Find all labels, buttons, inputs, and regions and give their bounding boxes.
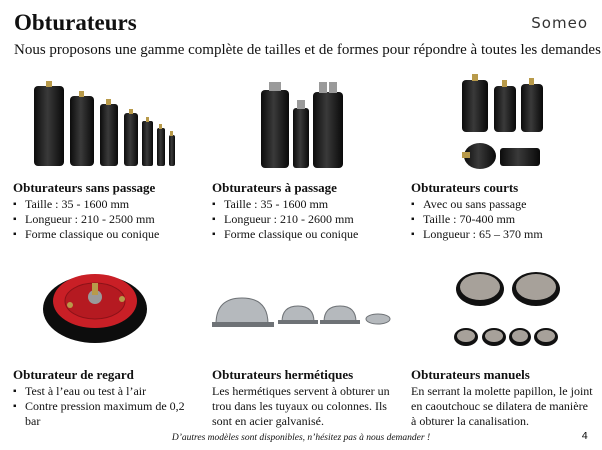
card-a-passage — [212, 180, 402, 242]
card-regard-bullet: ▪ Test à l’eau ou test à l’air — [13, 384, 198, 399]
a-passage-image — [257, 78, 347, 170]
card-regard-bullet: ▪ Contre pression maximum de 0,2 bar — [13, 399, 198, 429]
manuels-image — [452, 265, 564, 355]
card-sans-passage-title: Obturateurs sans passage — [13, 180, 156, 195]
regard-image — [40, 265, 150, 345]
brand-logo: Someo — [531, 14, 588, 32]
card-sans-passage-bullet: ▪ Longueur : 210 - 2500 mm — [13, 212, 203, 227]
card-a-passage-bullet: ▪ Longueur : 210 - 2600 mm — [212, 212, 402, 227]
footer-note: D’autres modèles sont disponibles, n’hésitez pas à nous demander ! — [171, 433, 431, 443]
sans-passage-image — [30, 80, 180, 168]
page-title: Obturateurs — [14, 10, 137, 35]
card-sans-passage — [13, 180, 203, 242]
card-courts-bullet: ▪ Longueur : 65 – 370 mm — [411, 227, 601, 242]
card-sans-passage-bullet: ▪ Forme classique ou conique — [13, 227, 203, 242]
card-courts — [411, 180, 601, 242]
page-number: 4 — [581, 431, 588, 442]
card-courts-title: Obturateurs courts — [411, 180, 519, 195]
card-a-passage-bullet: ▪ Taille : 35 - 1600 mm — [212, 197, 402, 212]
card-manuels — [411, 367, 593, 429]
hermetiques-image — [212, 292, 397, 332]
card-courts-bullet: ▪ Avec ou sans passage — [411, 197, 601, 212]
courts-image — [458, 72, 548, 172]
card-hermetiques — [212, 367, 400, 429]
card-a-passage-bullet: ▪ Forme classique ou conique — [212, 227, 402, 242]
card-courts-bullet: ▪ Taille : 70-400 mm — [411, 212, 601, 227]
card-manuels-description: En serrant la molette papillon, le joint en caoutchouc se dilatera de manière à obturer la canalisation. — [411, 384, 593, 428]
card-manuels-title: Obturateurs manuels — [411, 367, 530, 382]
card-hermetiques-title: Obturateurs hermétiques — [212, 367, 354, 382]
card-regard-title: Obturateur de regard — [13, 367, 134, 382]
card-a-passage-title: Obturateurs à passage — [212, 180, 337, 195]
card-hermetiques-description: Les hermétiques servent à obturer un trou dans les tuyaux ou colonnes. Ils sont en acier galvanisé. — [212, 384, 390, 428]
page-subtitle: Nous proposons une gamme complète de tailles et de formes pour répondre à toutes les demandes — [14, 42, 601, 58]
card-sans-passage-bullet: ▪ Taille : 35 - 1600 mm — [13, 197, 203, 212]
card-regard — [13, 367, 198, 429]
